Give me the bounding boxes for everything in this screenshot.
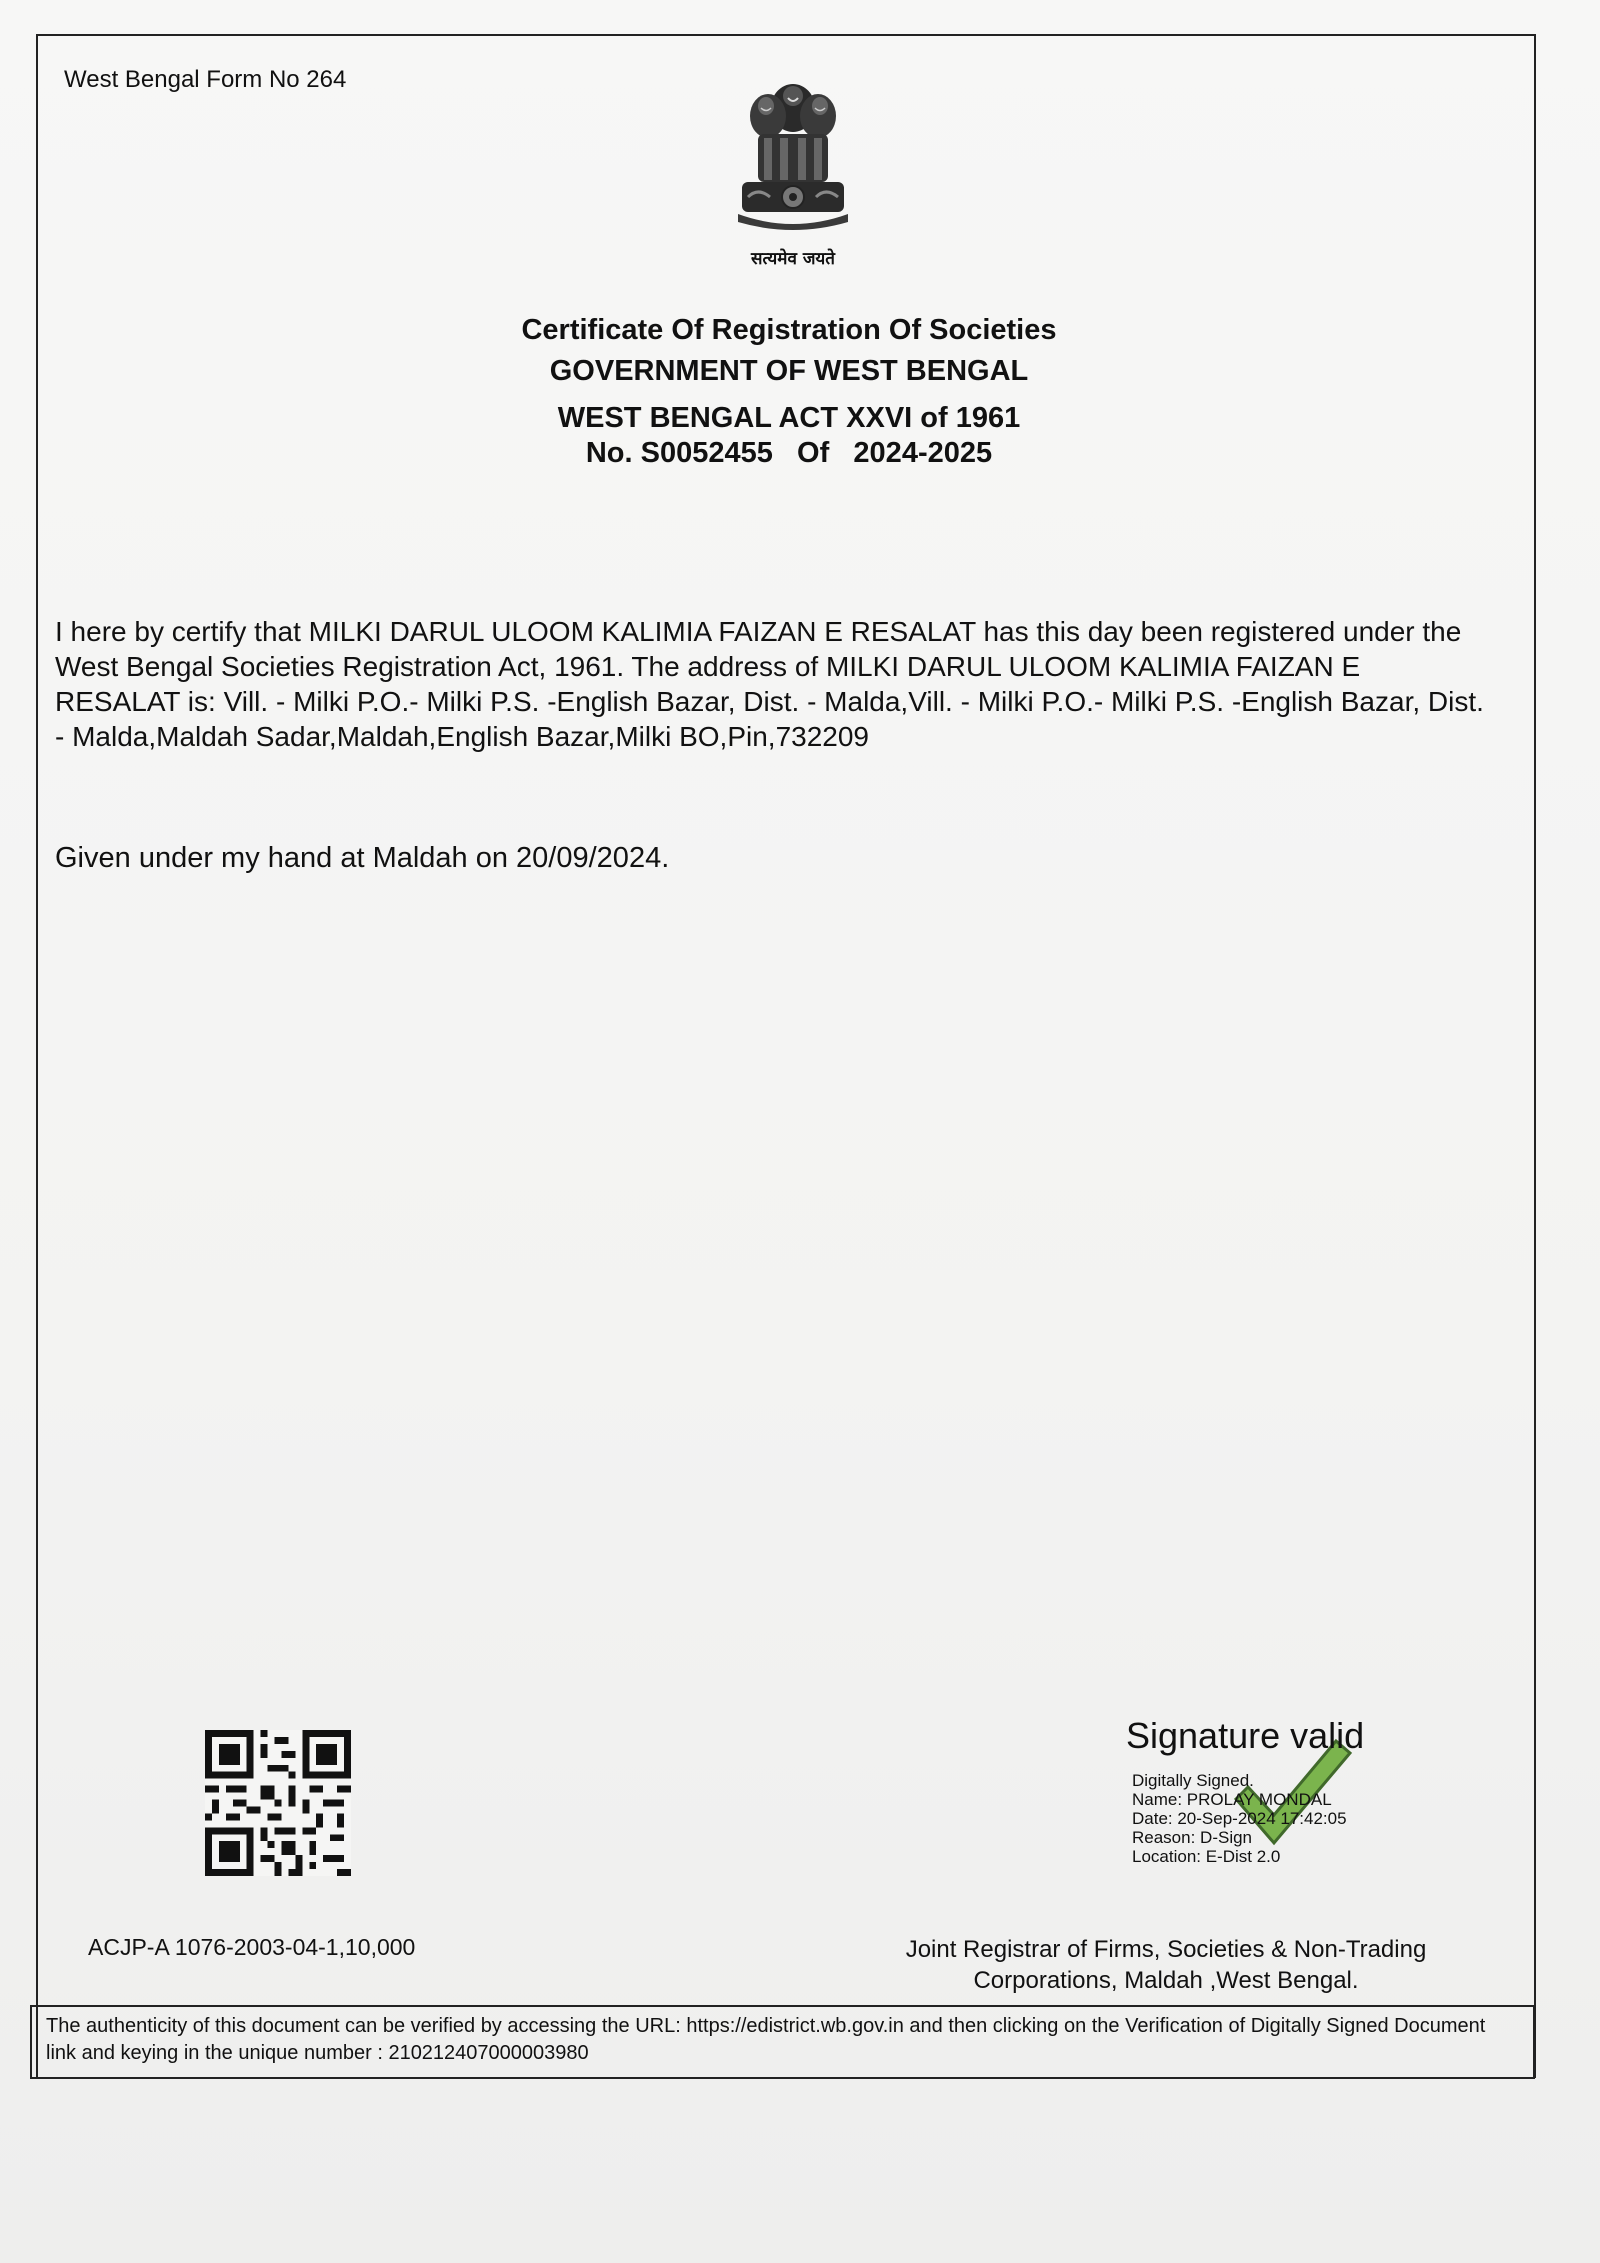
- registration-number: No. S0052455 Of 2024-2025: [585, 437, 993, 469]
- signature-line-date: Date: 20-Sep-2024 17:42:05: [1132, 1809, 1347, 1828]
- verification-note: The authenticity of this document can be verified by accessing the URL: https://edistrict.wb.gov.in and then clicking on the Verification of Digitally Signed Document link and keying in the unique number : 210212407000003980: [30, 2005, 1535, 2079]
- acjp-code: ACJP-A 1076-2003-04-1,10,000: [88, 1934, 416, 1960]
- emblem-motto: सत्यमेव जयते: [751, 249, 835, 269]
- act-name: WEST BENGAL ACT XXVI of 1961: [557, 402, 1021, 434]
- qr-code-icon: [200, 1730, 356, 1876]
- signature-status: Signature valid: [1126, 1715, 1365, 1756]
- signature-line-signed: Digitally Signed.: [1132, 1771, 1254, 1790]
- form-number: West Bengal Form No 264: [64, 66, 347, 93]
- registrar-line-2: Corporations, Maldah ,West Bengal.: [973, 1967, 1359, 1994]
- registrar-line-1: Joint Registrar of Firms, Societies & Non-Trading: [905, 1936, 1427, 1963]
- certification-paragraph: I here by certify that MILKI DARUL ULOOM KALIMIA FAIZAN E RESALAT has this day been registered under the West Bengal Societies Registration Act, 1961. The address of MILKI DARUL ULOOM KALIMIA FAIZAN E RESALAT is: Vill. - Milki P.O.- Milki P.S. -English Bazar, Dist. - Malda,Vill. - Milki P.O.- Milki P.S. -English Bazar, Dist. - Malda,Maldah Sadar,Maldah,English Bazar,Milki BO,Pin,732209: [55, 616, 1484, 752]
- digital-signature-block: [1126, 1715, 1426, 1875]
- certificate-title: Certificate Of Registration Of Societies: [521, 314, 1057, 346]
- signature-line-reason: Reason: D-Sign: [1132, 1828, 1253, 1847]
- given-statement: Given under my hand at Maldah on 20/09/2024.: [55, 842, 670, 874]
- signature-line-location: Location: E-Dist 2.0: [1132, 1847, 1281, 1866]
- registrar-designation: [846, 1934, 1486, 1996]
- ashoka-lion-capital-icon: [728, 76, 858, 246]
- government-name: GOVERNMENT OF WEST BENGAL: [549, 355, 1029, 387]
- signature-line-name: Name: PROLAY MONDAL: [1132, 1790, 1332, 1809]
